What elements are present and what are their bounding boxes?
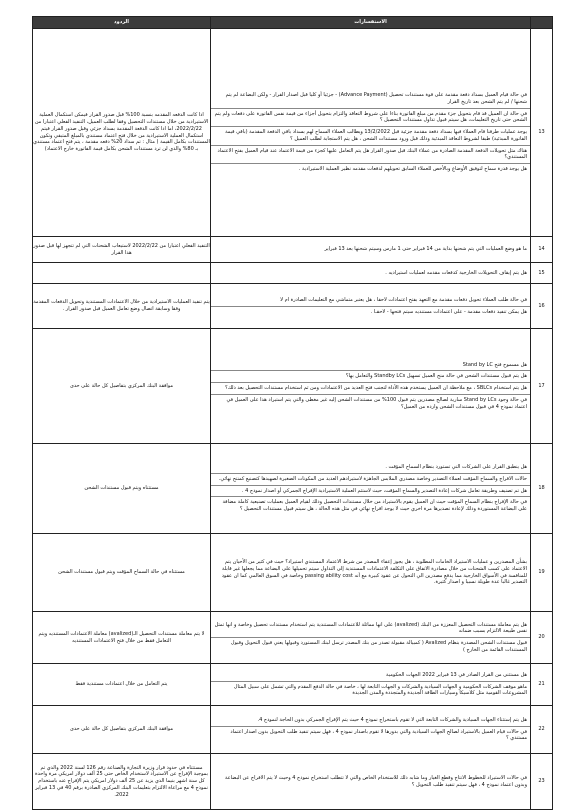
question-cell — [211, 706, 531, 754]
table-row — [33, 237, 553, 263]
question-text: هل ينطبق القرار على الشركات التي تستورد بنظام السماح المؤقت . — [211, 462, 530, 474]
question-cell — [211, 237, 531, 263]
question-text: في حالات الاستيراد للخطوط الانتاج وقطع الغيار وما شابه ذلك للاستخدام الخاص والتي لا تتطلب استخراج نموذج 4 وحيث لا يتم الافراج عن البضاعة وبدون اعتماد نموذج 4 ، فهل سيتم تنفيذ طلب التحويل ؟ — [224, 774, 527, 788]
question-text: هل يوجد قدرة سماح لتوفيق الأوضاع وبالأخص للعملاء السابق تحويلهم لدفعات مقدمه نظير العملية الاستيرادية . — [298, 166, 527, 173]
table-header-row — [33, 17, 553, 29]
answer-cell — [33, 534, 211, 612]
table-row — [33, 706, 553, 754]
question-cell — [211, 29, 531, 237]
row-number: 22 — [531, 706, 553, 754]
question-text: هل يمكن تنفيذ دفعات مقدمة - على اعتمادات مستنديه سيتم فتحها - لاحقـا . — [370, 308, 527, 315]
question-text: قبول مستندات الشحن المصدرة بنظام Avalized ( كمبيالة مقبولة تصدر من بنك المصدر ترسل لبنك المستورد وقبولها يعني قبول التحويل وقبول المستندات القائمة من الخارج ) — [230, 640, 527, 653]
row-number: 14 — [531, 237, 553, 263]
row-number: 18 — [531, 444, 553, 534]
question-text: هل تم تصنيف وطريقة تعامل شركات إعادة التصدير والسماح المؤقت، حيث لاستثم العملية الاستيرادية الإفراج الجمركي أو اصدار نموذج 4 . — [211, 486, 530, 498]
question-cell — [211, 329, 531, 444]
question-text: في حالة قيام العميل بسداد دفعة مقدمة على قوة مستندات تحصيل (Advance Payment) - جزئيا أو كليا قبل اصدار القرار - ولكن البضاعة لم يتم شحنها / لم يتم الشحن بعد تاريخ القرار — [211, 90, 530, 109]
faq-table — [32, 16, 553, 810]
question-text: هل يتم معاملة مستندات التحصيل المعززة من البنك (avalized) على انها مماثلة للاعتمادات المستندية يتم استخدام مستندات تحصيل وخاصة و انها تمثل نفس طبيعة الالتزام بسبب ضمانه — [211, 620, 530, 639]
questions-header: الاستفسارات — [211, 17, 531, 29]
table-row — [33, 664, 553, 706]
table-row — [33, 29, 553, 237]
answer-cell — [33, 612, 211, 664]
question-cell — [211, 664, 531, 706]
answer-text: لا يتم معاملة مستندات التحصيل الـ(avalized) معاملة الاعتمادات المستنديه ويتم التعامل فقط من خلال فتح الاعتمادات المستنديه — [38, 630, 205, 644]
question-text: ما هو وضع العمليات التي يتم شحنها بداية من 14 فبراير حتى 1 مارس وسيتم شحنها بعد 13 فبراير — [324, 246, 527, 253]
row-number: 17 — [531, 329, 553, 444]
table-row — [33, 284, 553, 329]
question-text: ماهو موقف الشركات الحكومية و الجهات السيادية والشركات و الجهات التابعة لها ، خاصة في حالة الدفع المقدم والتي تشمل على سبيل المثال المشروعات القومية مثل كلاسيكا وسيارات الطاقة الجديدة والمتجددة والمدن الجديدة — [233, 683, 527, 697]
table-row — [33, 534, 553, 612]
answer-cell — [33, 444, 211, 534]
table-row — [33, 612, 553, 664]
table-row — [33, 444, 553, 534]
answer-text: مستثناه ويتم قبول مستندات الشحن — [84, 485, 159, 492]
question-text: في حالة طلب العملاء تحويل دفعات مقدمة مع التعهد بفتح اعتمادات لاحقا ، هل يعتبر متماشي مع التعليمات الصادرة ام لا — [211, 295, 530, 307]
question-cell — [211, 612, 531, 664]
question-text: في حالة وجود Stand by LCs سارية لصالح مصدرين يتم قبول 100% من مستندات الشحن إليه غير مغطى والتي يتم استيراد هذا على العميل في اعتماد نموذج 4 في قبول مستندات الشحن وارده من العميل؟ — [226, 396, 527, 410]
question-text: حالات الافراج والسماح المؤقت لعملاء التصدير وخاصة مصدري الملابس الجاهزة لاستيرادهم العديد من المكونات الصغيرة لصهيدها كتصنيع كمنتج نهائي. — [211, 474, 530, 486]
question-text: هل يتم إيقاف التحويلات الخارجية كدفعات مقدمه لعمليات استيراديه . — [385, 269, 527, 276]
row-number: 13 — [531, 29, 553, 237]
answer-cell — [33, 237, 211, 263]
question-cell — [211, 263, 531, 284]
question-text: يوجد عمليات طرفنا قام العملاء فيها بسداد دفعة مقدمة جزئية قبل 13/2/2022 ويطالب العملاء السماح لهم بسداد باقي الدفعة المقدمة (باقي قيمة الفاتورة المبدئية) طبقا لشروط التعاقد المبدئية وذلك قبل ورود مستندات الشحن ، هل يتم الاستجابة لطلب العميل ؟ — [211, 127, 530, 146]
answer-text: مستثناه في حالة السماح المؤقت ويتم قبول مستندات الشحن — [58, 569, 185, 576]
question-text: في حالة ان العميل قد قام بتحويل جزء مقدم من مبلغ الفاتورة بناءا على شروط التعاقد والتزام بتحويل أجزاء من قيمة نفس الفاتورة على دفعات ولم يتم الشحن حتى تاريخ التعليمات، هل سيتم قبول تداول مستندات التحصيل ؟ — [211, 109, 530, 128]
question-text: في حالات قيام العميل بالاستيراد لصالح الجهات السيادية والتي بدورها لا تقوم باصدار نموذج 4 ، فهل سيتم تنفيذ طلب التحويل بدون اصدار اعتماد مستندي ؟ — [230, 728, 527, 742]
answer-cell — [33, 263, 211, 284]
answer-cell — [33, 706, 211, 754]
row-number: 15 — [531, 263, 553, 284]
question-text: في حالة الإفراج بنظام السماح المؤقت حيث ان العميل يقوم بالاستيراد من خلال مستندات التحصيل وذلك لقيام العميل بعمليات تصنيعية كاملة مضافة على البضاعة المستوردة وذلك لإعادة تصديرها مرة اخري حيث لا يوجد افراج نهائي في مثل هذه الحالة ، هل سيتم قبول مستندات التحصيل ؟ — [222, 499, 527, 513]
answer-cell — [33, 29, 211, 237]
answer-cell — [33, 664, 211, 706]
answer-text: مستثناه في حدود قرار وزيرة التجارة والصناعة رقم 126 لسنة 2022 والذي تم بموجبة الإفراج عن الاستيراد لاستخدام الخاص حتى 25 ألف دولار امريكي مرة واحدة كل سنة اشهر بنيما الذي يزيد عن 25 ألف دولار امريكي يتم الإفراج عنه باستخدام نموذج 4 مع مراعاة الالتزام بتعليمات البنك المركزي الصادرة برقم 40 في 13 فبراير 2022. — [35, 764, 208, 798]
table-row — [33, 263, 553, 284]
answers-header: الردود — [33, 17, 211, 29]
question-text: هل يتم قبول مستندات الشحن في حالة منح العميل تسهيل Standby LCs والتعامل بها؟ — [211, 371, 530, 383]
question-cell — [211, 284, 531, 329]
answer-text: يتم تنفيذ العمليات الاستيرادية من خلال الاعتمادات المستندية وتحويل الدفعات المقدمة وفقا وسابقة اتصال وضع تعامل العميل قبل صدور القرار . — [33, 299, 210, 312]
answer-cell — [33, 284, 211, 329]
answer-text: اذا كانت الدفعه المقدمه بنسبة 100% قبل صدور القرار فيمكن استكمال العملية الاستيرادية من خلال مستندات التحصيل وفقا لطلب العميل، التنفيذ الفعلي اعتبارا من 2022/2/22، اما اذا كانت الدفعة المقدمة بسداد جزئي وقبل صدور القرار فيتم استكمال العملية الاستيرادية من خلال فتح اعتماد مستندي بالمبلغ المتبقي وتكون المستندات بكامل القيمة ( مثال : تم سداد 20% دفعه مقدمة ، يتم فتح اعتماد مستندي بـ 80% والذي لن ترد مستندات الشحن بكامل قيمة الفاتورة خارج الاعتماد) — [33, 112, 210, 152]
row-number: 19 — [531, 534, 553, 612]
answer-text: موافقة البنك المركزي بتفاصيل كل حالة على حدى — [69, 726, 174, 733]
answer-cell — [33, 754, 211, 810]
row-number: 21 — [531, 664, 553, 706]
question-text: بشأن المصدرين و عمليات الاستيراد الخامات المطلوبة ، هل يجوز إعفاء المصدر من شرط الاعتماد المستندي استيراد؟ حيث في كثير من الأحيان يتم الاعتماد على كسب الشحنات من خلال مصادرة الاتفاق على التكلفة الاعتمادات المستندية إلى التداول سيتم تحميلها على البضاعة مما يجعلها غير قابلة للمنافسة في الأسواق الخارجية مما يدفع مصدرين الي التحول عن عقود كبيرة مع أنه passing ability cost وخاصة في السوق العالمي كما ان عقود التصدير غالبا عدة طويلة نسبيا و اصدار كثيرة. — [221, 559, 527, 586]
row-number: 20 — [531, 612, 553, 664]
question-text: هل مسموح فتح Stand by LC — [211, 360, 530, 372]
question-cell — [211, 444, 531, 534]
question-cell — [211, 534, 531, 612]
row-number: 23 — [531, 754, 553, 810]
answer-text: موافقة البنك المركزي بتفاصيل كل حالة على حدى — [69, 382, 174, 389]
row-number: 16 — [531, 284, 553, 329]
table-row — [33, 329, 553, 444]
question-text: هناك مثل تحويلات الدفعة المقدمة الصادرة من عملاء البنك قبل صدور القرار هل يتم التعامل عليها كجزء من قيمة الاعتماد عند قيام العميل بفتح الاعتماد المستندي؟ — [211, 146, 530, 165]
table-row — [33, 754, 553, 810]
question-text: هل يتم استخدام SBLCs ، مع ملاحظة ان العميل يستخدم هذه الأداة لتجنب فتح العديد من الاعتمادات ومن ثم استخدام مستندات التحصيل بعد ذلك؟ — [211, 383, 530, 395]
question-text: هل مستثنى من القرار الصادر في 13 فبراير 2022 الجهات الحكومية — [211, 670, 530, 682]
question-cell — [211, 754, 531, 810]
question-text: هل يتم إستثناء الجهات السيادية والشركات التابعة التي لا تقوم باستخراج نموذج 4 حيث يتم الإفراج الجمركي بدون الحاجة لنموذج 4. — [211, 715, 530, 727]
answer-text: يتم التعامل من خلال اعتمادات مستندية فقط — [75, 681, 168, 688]
answer-text: التنفيذ الفعلي اعتبارا من 2022/2/22 لاستيعاب الشحنات التي لم تتجهز لها قبل صدور هذا القرار — [33, 242, 210, 256]
answer-cell — [33, 329, 211, 444]
